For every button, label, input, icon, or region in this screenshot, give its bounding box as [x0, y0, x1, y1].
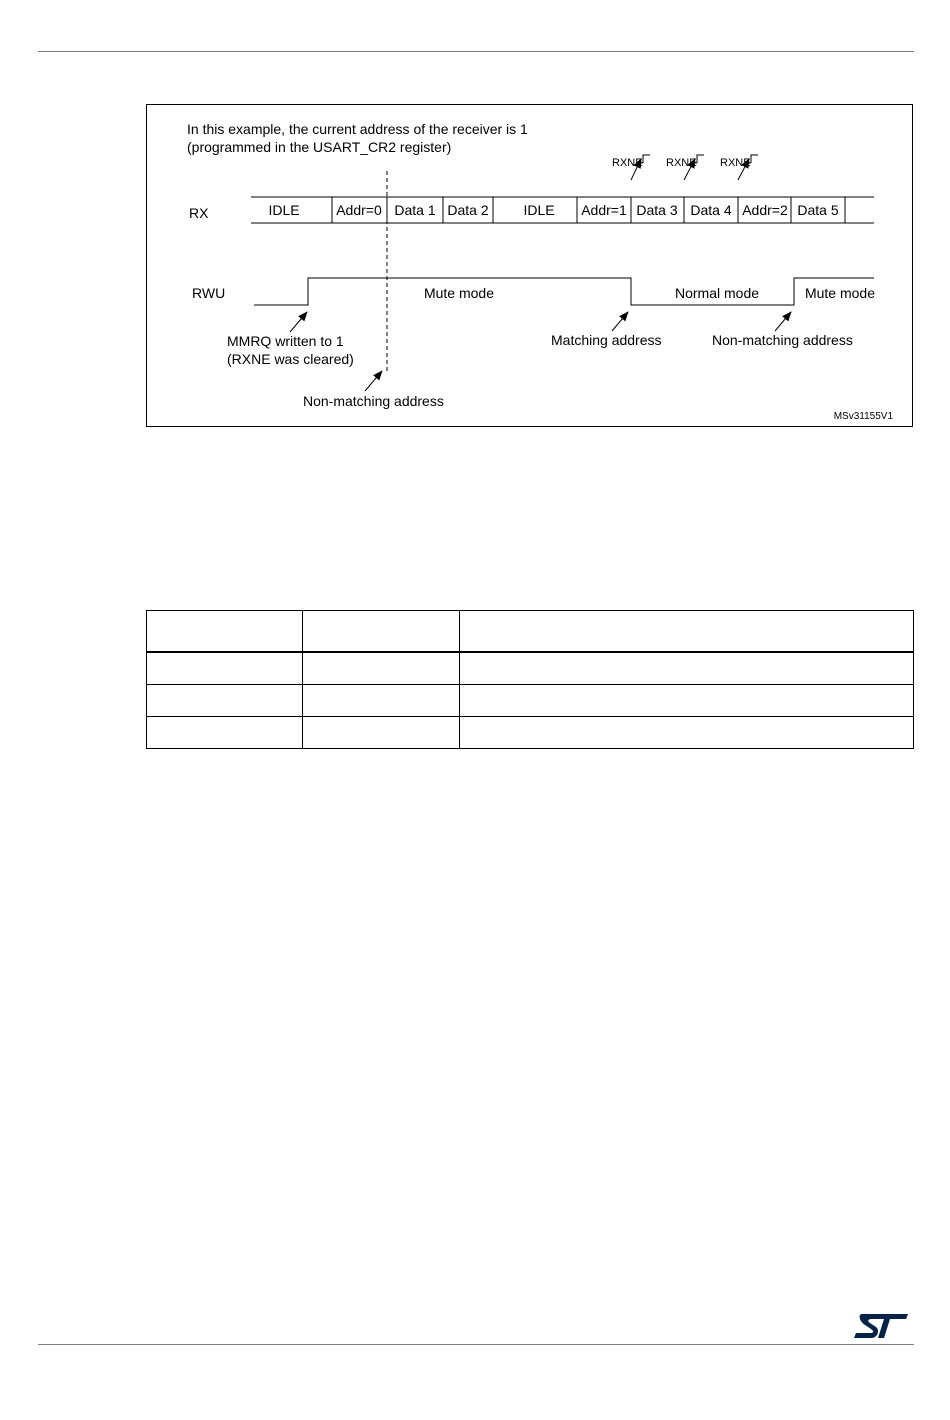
rxne-label: RXNE — [612, 157, 643, 169]
mmrq-annotation-line-1: MMRQ written to 1 — [227, 333, 344, 349]
matching-annotation: Matching address — [551, 332, 662, 348]
rwu-state-mute-1: Mute mode — [423, 285, 495, 301]
table-row — [147, 717, 914, 749]
table-cell — [460, 685, 914, 717]
non-matching-arrow-1 — [365, 371, 382, 391]
mmrq-arrow — [290, 312, 307, 332]
table-cell — [460, 717, 914, 749]
table-cell — [303, 685, 460, 717]
timing-diagram — [147, 105, 914, 428]
table-header-cell — [147, 611, 303, 653]
register-table — [146, 610, 914, 749]
rwu-timing-figure — [146, 104, 913, 427]
rx-cell: Data 2 — [447, 202, 489, 218]
table-cell — [147, 652, 303, 685]
rx-cell: Data 4 — [690, 202, 732, 218]
footer-rule — [38, 1344, 914, 1345]
table-row — [147, 652, 914, 685]
rxne-label: RXNE — [720, 157, 751, 169]
matching-arrow — [612, 312, 628, 331]
rx-label: RX — [189, 205, 209, 221]
table-header-row — [147, 611, 914, 653]
rwu-state-normal: Normal mode — [674, 285, 760, 301]
rxne-pulse-1 — [612, 155, 650, 180]
non-matching-annotation-1: Non-matching address — [303, 393, 444, 409]
table-cell — [147, 685, 303, 717]
rxne-pulse-3 — [720, 155, 758, 180]
rx-cell: IDLE — [523, 202, 555, 218]
st-logo-shape — [854, 1314, 908, 1338]
rx-cell: IDLE — [268, 202, 300, 218]
rx-cell: Addr=1 — [581, 202, 627, 218]
mmrq-annotation-line-2: (RXNE was cleared) — [227, 351, 354, 367]
table-cell — [303, 652, 460, 685]
caption-line-2: (programmed in the USART_CR2 register) — [187, 139, 452, 155]
table-cell — [303, 717, 460, 749]
rwu-state-mute-2: Mute mode — [804, 285, 876, 301]
rx-cell: Data 1 — [394, 202, 436, 218]
rx-cell: Data 3 — [636, 202, 678, 218]
table-row — [147, 685, 914, 717]
figure-id: MSv31155V1 — [833, 411, 893, 422]
st-logo — [852, 1312, 910, 1340]
table-cell — [147, 717, 303, 749]
non-matching-arrow-2 — [775, 312, 791, 331]
rx-cell: Addr=2 — [742, 202, 788, 218]
rwu-label: RWU — [192, 285, 226, 301]
rxne-label: RXNE — [666, 157, 697, 169]
caption-line-1: In this example, the current address of the receiver is 1 — [187, 121, 528, 137]
rx-cell: Data 5 — [797, 202, 839, 218]
table-header-cell — [303, 611, 460, 653]
header-rule — [38, 51, 914, 52]
table-header-cell — [460, 611, 914, 653]
table-cell — [460, 652, 914, 685]
rxne-pulse-2 — [666, 155, 704, 180]
rx-cell: Addr=0 — [336, 202, 382, 218]
non-matching-annotation-2: Non-matching address — [712, 332, 853, 348]
rwu-waveform — [254, 278, 874, 305]
